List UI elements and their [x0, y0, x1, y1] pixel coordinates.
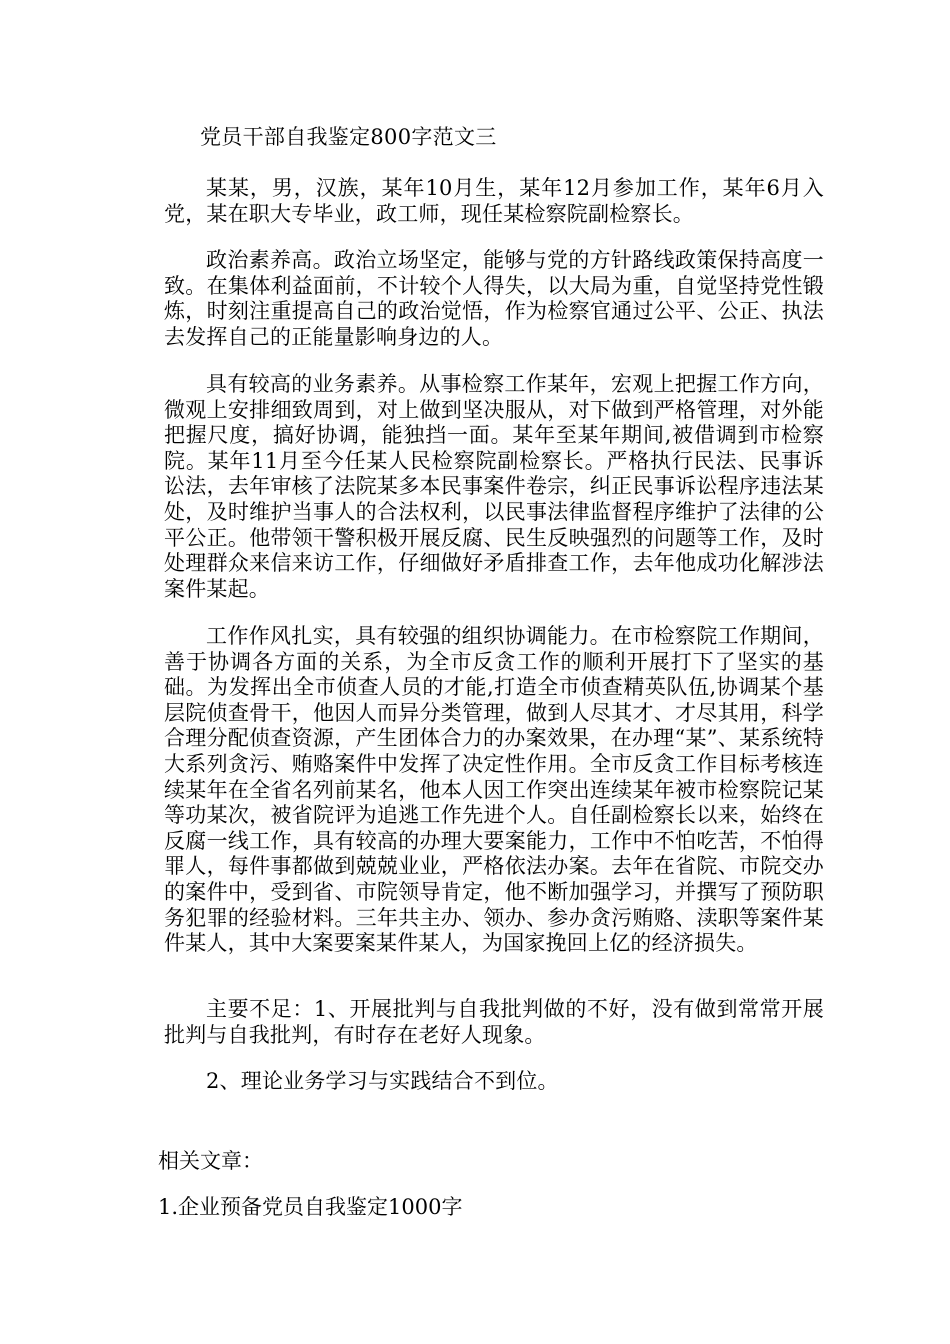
paragraph-work-style: 工作作风扎实，具有较强的组织协调能力。在市检察院工作期间，善于协调各方面的关系，为全市反贪工作的顺利开展打下了坚实的基础。为发挥出全市侦查人员的才能,打造全市侦查精英队伍,协调某个基层院侦查骨干，他因人而异分类管理，做到人尽其才、才尽其用，科学合理分配侦查资源，产生团体合力的办案效果，在办理“某”、某系统特大系列贪污、贿赂案件中发挥了决定性作用。全市反贪工作目标考核连续某年在全省名列前某名，他本人因工作突出连续某年被市检察院记某等功某次，被省院评为追逃工作先进个人。自任副检察长以来，始终在反腐一线工作，具有较高的办理大要案能力，工作中不怕吃苦，不怕得罪人，每件事都做到兢兢业业，严格依法办案。去年在省院、市院交办的案件中，受到省、市院领导肯定，他不断加强学习，并撰写了预防职务犯罪的经验材料。三年共主办、领办、参办贪污贿赂、渎职等案件某件某人，其中大案要案某件某人，为国家挽回上亿的经济损失。	[164, 624, 824, 956]
paragraph-shortcoming-two: 2、理论业务学习与实践结合不到位。	[206, 1069, 559, 1093]
document-title: 党员干部自我鉴定800字范文三	[200, 125, 497, 149]
paragraph-professional-quality: 具有较高的业务素养。从事检察工作某年，宏观上把握工作方向，微观上安排细致周到，对上做到坚决服从，对下做到严格管理，对外能把握尺度，搞好协调，能独挡一面。某年至某年期间,被借调到市检察院。某年11月至今任某人民检察院副检察长。严格执行民法、民事诉讼法，去年审核了法院某多本民事案件卷宗，纠正民事诉讼程序违法某处，及时维护当事人的合法权利，以民事法律监督程序维护了法律的公平公正。他带领干警积极开展反腐、民生反映强烈的问题等工作，及时处理群众来信来访工作，仔细做好矛盾排查工作，去年他成功化解涉法案件某起。	[164, 372, 824, 601]
paragraph-political-quality: 政治素养高。政治立场坚定，能够与党的方针路线政策保持高度一致。在集体利益面前，不计较个人得失，以大局为重，自觉坚持党性锻炼，时刻注重提高自己的政治觉悟，作为检察官通过公平、公正、执法去发挥自己的正能量影响身边的人。	[164, 248, 824, 349]
related-articles-heading: 相关文章：	[158, 1149, 263, 1173]
paragraph-shortcomings: 主要不足：1、开展批判与自我批判做的不好，没有做到常常开展批判与自我批判，有时存在老好人现象。	[164, 997, 824, 1047]
related-article-link[interactable]: 1.企业预备党员自我鉴定1000字	[158, 1195, 463, 1219]
related-articles-list	[158, 1193, 462, 1221]
paragraph-personal-info: 某某，男，汉族，某年10月生，某年12月参加工作，某年6月入党，某在职大专毕业，政工师，现任某检察院副检察长。	[164, 176, 824, 226]
